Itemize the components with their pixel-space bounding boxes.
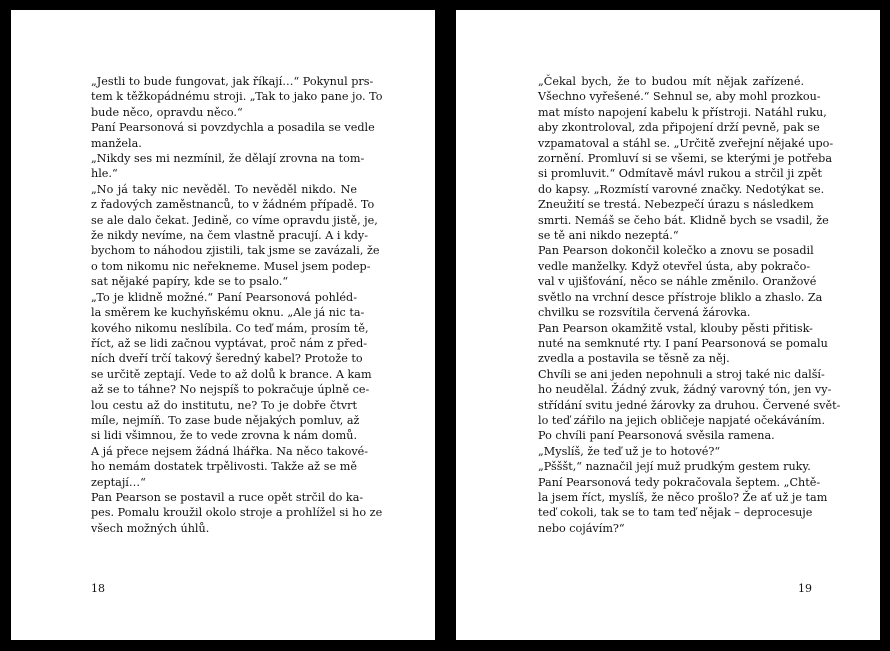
text-line: střídání svitu jedné žárovky za druhou. Červené svět- [538, 398, 841, 412]
text-line: všech možných úhlů. [91, 521, 210, 535]
left-page-number: 18 [91, 582, 105, 595]
text-line: zornění. Promluví si se všemi, se kterými je potřeba [538, 152, 832, 166]
text-line: že nikdy nevíme, na čem vlastně pracují. A i kdy- [91, 229, 369, 243]
text-line: Pan Pearson okamžitě vstal, klouby pěsti přitisk- [538, 321, 813, 335]
text-line: vzpamatoval a stáhl se. „Určitě zveřejní nějaké upo- [538, 136, 834, 150]
text-line: Paní Pearsonová tedy pokračovala šeptem. „Chtě- [538, 475, 821, 489]
right-page-text [538, 74, 841, 536]
text-line: míle, nejmíň. To zase bude nějakých pomluv, až [91, 413, 360, 427]
text-line: Zneužití se trestá. Nebezpečí úrazu s následkem [538, 198, 814, 212]
text-line: la směrem ke kuchyňskému oknu. „Ale já nic ta- [91, 306, 365, 320]
text-line: hle.“ [91, 167, 118, 181]
left-page-text [91, 74, 383, 536]
text-line: se ale dalo čekat. Jedině, co víme opravdu jistě, je, [91, 213, 378, 227]
text-line: světlo na vrchní desce přístroje bliklo a zhaslo. Za [538, 290, 823, 304]
text-line: A já přece nejsem žádná lhářka. Na něco takové- [91, 444, 369, 458]
text-line: kového nikomu neslíbila. Co teď mám, prosím tě, [91, 321, 369, 335]
text-line: sat nějaké papíry, kde se to psalo.“ [91, 275, 289, 289]
text-line: bude něco, opravdu něco.“ [91, 105, 243, 119]
text-line: Chvíli se ani jeden nepohnuli a stroj také nic další- [538, 367, 825, 381]
left-page [11, 10, 435, 640]
text-line: smrti. Nemáš se čeho bát. Klidně bych se vsadil, že [538, 213, 829, 227]
text-line: val v ujišťování, něco se náhle změnilo. Oranžové [538, 275, 817, 289]
text-line: si lidi všimnou, že to vede zrovna k nám domů. [91, 429, 357, 443]
text-line: ho neudělal. Žádný zvuk, žádný varovný tón, jen vy- [538, 383, 832, 397]
text-line: o tom nikomu nic neřekneme. Musel jsem podep- [91, 259, 371, 273]
text-line: lou cestu až do institutu, ne? To je dobře čtvrt [91, 398, 357, 412]
text-line: „Jestli to bude fungovat, jak říkají…“ Pokynul prs- [91, 75, 374, 88]
text-line: se určitě zeptají. Vede to až dolů k brance. A kam [91, 367, 372, 381]
text-line: aby zkontroloval, zda připojení drží pevně, pak se [538, 121, 820, 135]
text-line: ních dveří trčí takový šeredný kabel? Protože to [91, 352, 363, 366]
right-page [456, 10, 880, 640]
text-line: vedle manželky. Když otevřel ústa, aby pokračo- [538, 259, 811, 273]
text-line: Paní Pearsonová si povzdychla a posadila se vedle [91, 121, 375, 135]
text-line: „Pšššt,“ naznačil její muž prudkým gestem ruky. [538, 460, 811, 474]
text-line: nebo cojávím?“ [538, 521, 625, 535]
text-line: tem k těžkopádnému stroji. „Tak to jako pane jo. To [91, 90, 383, 104]
text-line: teď cokoli, tak se to tam teď nějak – deprocesuje [538, 506, 813, 520]
text-line: Pan Pearson dokončil kolečko a znovu se posadil [538, 244, 814, 258]
text-line: Pan Pearson se postavil a ruce opět strčil do ka- [91, 490, 364, 504]
text-line: „Myslíš, že teď už je to hotové?“ [538, 444, 721, 458]
text-line: nuté na semknuté rty. I paní Pearsonová se pomalu [538, 336, 828, 350]
text-line: Po chvíli paní Pearsonová svěsila ramena. [538, 429, 775, 443]
text-line: se tě ani nikdo nezeptá.“ [538, 229, 679, 243]
text-line: lo teď zářilo na jejich obličeje napjaté očekáváním. [538, 413, 826, 427]
text-line: zeptají…“ [91, 475, 146, 489]
text-line: do kapsy. „Rozmístí varovné značky. Nedotýkat se. [538, 182, 825, 196]
text-line: „No já taky nic nevěděl. To nevěděl nikdo. Ne [91, 182, 357, 196]
text-line: la jsem říct, myslíš, že něco prošlo? Že ať už je tam [538, 490, 828, 504]
text-line: manžela. [91, 136, 142, 150]
text-line: „Nikdy ses mi nezmínil, že dělají zrovna na tom- [91, 152, 365, 166]
text-line: z řadových zaměstnanců, to v žádném případě. To [91, 198, 375, 212]
text-line: bychom to náhodou zjistili, tak jsme se zavázali, že [91, 244, 380, 258]
text-line: pes. Pomalu kroužil okolo stroje a prohlížel si ho ze [91, 506, 383, 520]
right-page-number: 19 [798, 582, 812, 595]
text-line: „Čekal bych, že to budou mít nějak zařízené. [538, 75, 804, 88]
text-line: „To je klidně možné.“ Paní Pearsonová pohléd- [91, 290, 357, 304]
text-line: zvedla a postavila se těsně za něj. [538, 352, 730, 366]
text-line: si promluvit.“ Odmítavě mávl rukou a strčil ji zpět [538, 167, 823, 181]
text-line: mat místo napojení kabelu k přístroji. Natáhl ruku, [538, 105, 827, 119]
text-line: až se to táhne? No nejspíš to pokračuje úplně ce- [91, 383, 370, 397]
text-line: říct, až se lidi začnou vyptávat, proč nám z před- [91, 336, 368, 350]
text-line: ho nemám dostatek trpělivosti. Takže až se mě [91, 460, 357, 474]
text-line: chvilku se rozsvítila červená žárovka. [538, 306, 751, 320]
text-line: Všechno vyřešené.“ Sehnul se, aby mohl prozkou- [538, 90, 821, 104]
